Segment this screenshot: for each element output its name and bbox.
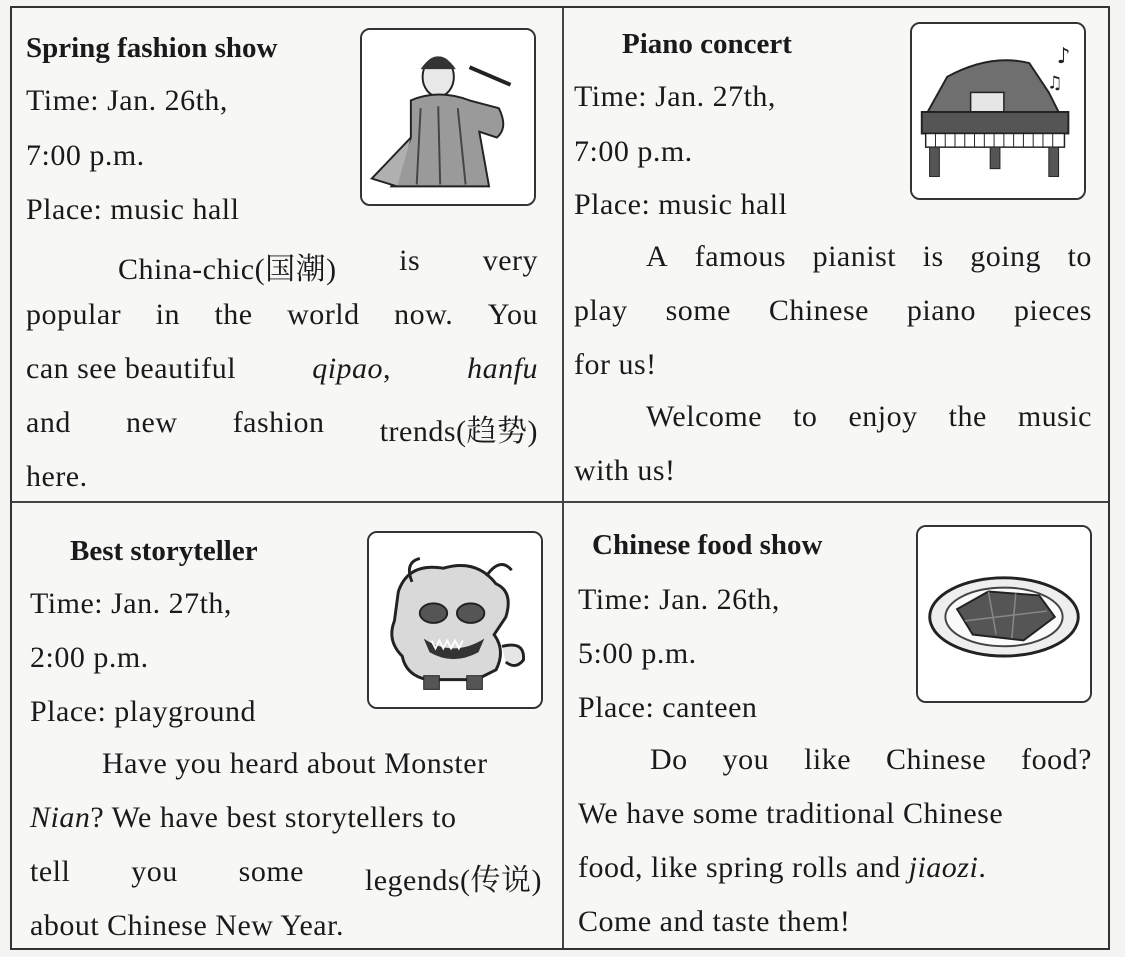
event-time: Time: Jan. 26th, (26, 84, 228, 117)
card-best-storyteller (12, 503, 560, 950)
card-spring-fashion-show (12, 8, 560, 501)
body-line: food, like spring rolls and jiaozi. (578, 851, 987, 884)
body-line: Nian? We have best storytellers to (30, 801, 457, 834)
body-line: can see beautiful qipao, hanfu (26, 352, 538, 385)
event-time: Time: Jan. 27th, (30, 587, 232, 620)
body-line: play some Chinese piano pieces (574, 294, 1092, 327)
body-line: A famous pianist is going to (646, 240, 1092, 273)
body-line: Come and taste them! (578, 905, 851, 938)
card-chinese-food-show (564, 503, 1110, 950)
card-title: Spring fashion show (26, 32, 278, 64)
event-time-hour: 5:00 p.m. (578, 637, 697, 670)
event-time: Time: Jan. 27th, (574, 80, 776, 113)
event-poster (10, 6, 1110, 950)
card-title: Best storyteller (70, 535, 258, 567)
svg-text:♪: ♪ (1056, 44, 1071, 70)
body-line: and new fashion trends(趋势) (26, 406, 538, 448)
body-line: with us! (574, 454, 676, 487)
event-place: Place: music hall (574, 188, 788, 221)
body-line: tell you some legends(传说) (30, 855, 542, 897)
body-line: China-chic(国潮) is very (118, 244, 538, 286)
event-time-hour: 7:00 p.m. (574, 135, 693, 168)
fashion-lady-icon (360, 28, 536, 206)
card-title: Chinese food show (592, 529, 823, 561)
card-title: Piano concert (622, 28, 792, 60)
monster-nian-icon (367, 531, 543, 709)
body-line: Have you heard about Monster (102, 747, 488, 780)
card-piano-concert (564, 8, 1110, 501)
grand-piano-icon (910, 22, 1086, 200)
body-line: about Chinese New Year. (30, 909, 344, 942)
svg-text:♫: ♫ (1046, 73, 1063, 94)
event-time: Time: Jan. 26th, (578, 583, 780, 616)
body-line: for us! (574, 348, 657, 381)
event-time-hour: 7:00 p.m. (26, 139, 145, 172)
body-line: Welcome to enjoy the music (646, 400, 1092, 433)
plate-of-food-icon (916, 525, 1092, 703)
body-line: We have some traditional Chinese (578, 797, 1004, 830)
body-line: popular in the world now. You (26, 298, 538, 331)
body-line: here. (26, 460, 88, 493)
event-place: Place: canteen (578, 691, 758, 724)
event-place: Place: music hall (26, 193, 240, 226)
event-time-hour: 2:00 p.m. (30, 641, 149, 674)
body-line: Do you like Chinese food? (650, 743, 1092, 776)
event-place: Place: playground (30, 695, 256, 728)
